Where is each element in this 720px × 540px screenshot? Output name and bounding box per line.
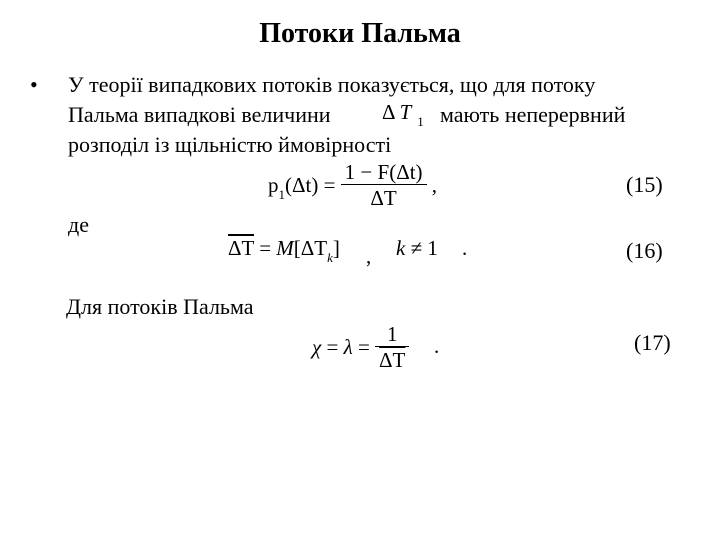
eq16-arg-open: [ΔT (293, 236, 328, 260)
eq17-den-text: ΔT (379, 348, 406, 372)
text-line-3: розподіл із щільністю ймовірності (68, 132, 392, 157)
eq16-val: 1 (427, 236, 438, 260)
eq15-number: (15) (626, 172, 663, 197)
slide-title: Потоки Пальма (259, 18, 461, 49)
delta-symbol: Δ (382, 100, 395, 124)
eq16-dot: . (462, 236, 468, 260)
eq16-arg-sub: k (327, 250, 333, 265)
text-line-1: У теорії випадкових потоків показується, що для потоку (68, 72, 596, 97)
equation-16 (228, 236, 340, 265)
text-line-2b: мають неперервний (440, 102, 626, 127)
eq17-dot: . (434, 334, 440, 358)
eq16-eq: = (259, 236, 272, 260)
eq15-denominator: ΔT (370, 186, 397, 210)
bullet-marker: • (30, 72, 38, 97)
eq16-k: k (396, 236, 406, 260)
t-subscript: 1 (417, 114, 424, 129)
eq15-numerator: 1 − F(Δt) (341, 160, 427, 185)
equation-15 (268, 160, 437, 211)
eq17-eq1: = (326, 335, 339, 359)
eq17-denominator (375, 347, 409, 373)
eq16-ne: ≠ (410, 236, 423, 260)
eq16-lhs: $\overline{\Delta T}$ (228, 236, 254, 260)
delta-t1-symbol (382, 100, 424, 129)
eq16-arg-close: ] (332, 236, 340, 260)
text-de: де (68, 212, 89, 237)
eq15-lhs-sub: 1 (278, 187, 285, 202)
eq16-number: (16) (626, 238, 663, 263)
eq17-number: (17) (634, 330, 671, 355)
eq17-eq2: = (357, 335, 370, 359)
eq15-comma: , (431, 173, 438, 197)
eq17-numerator: 1 (375, 322, 409, 347)
eq16-comma: , (366, 244, 372, 268)
eq15-lhs-arg: (Δt) = (285, 173, 336, 197)
equation-17 (312, 322, 409, 373)
eq16-m: M (276, 236, 294, 260)
text-line-2a: Пальма випадкові величини (68, 102, 331, 127)
eq15-lhs: p (268, 173, 279, 197)
text-palm-label: Для потоків Пальма (66, 294, 254, 319)
eq17-chi: χ (312, 335, 322, 359)
t-symbol: T (399, 100, 412, 124)
eq16-condition (396, 236, 438, 261)
eq17-lambda: λ (343, 335, 353, 359)
